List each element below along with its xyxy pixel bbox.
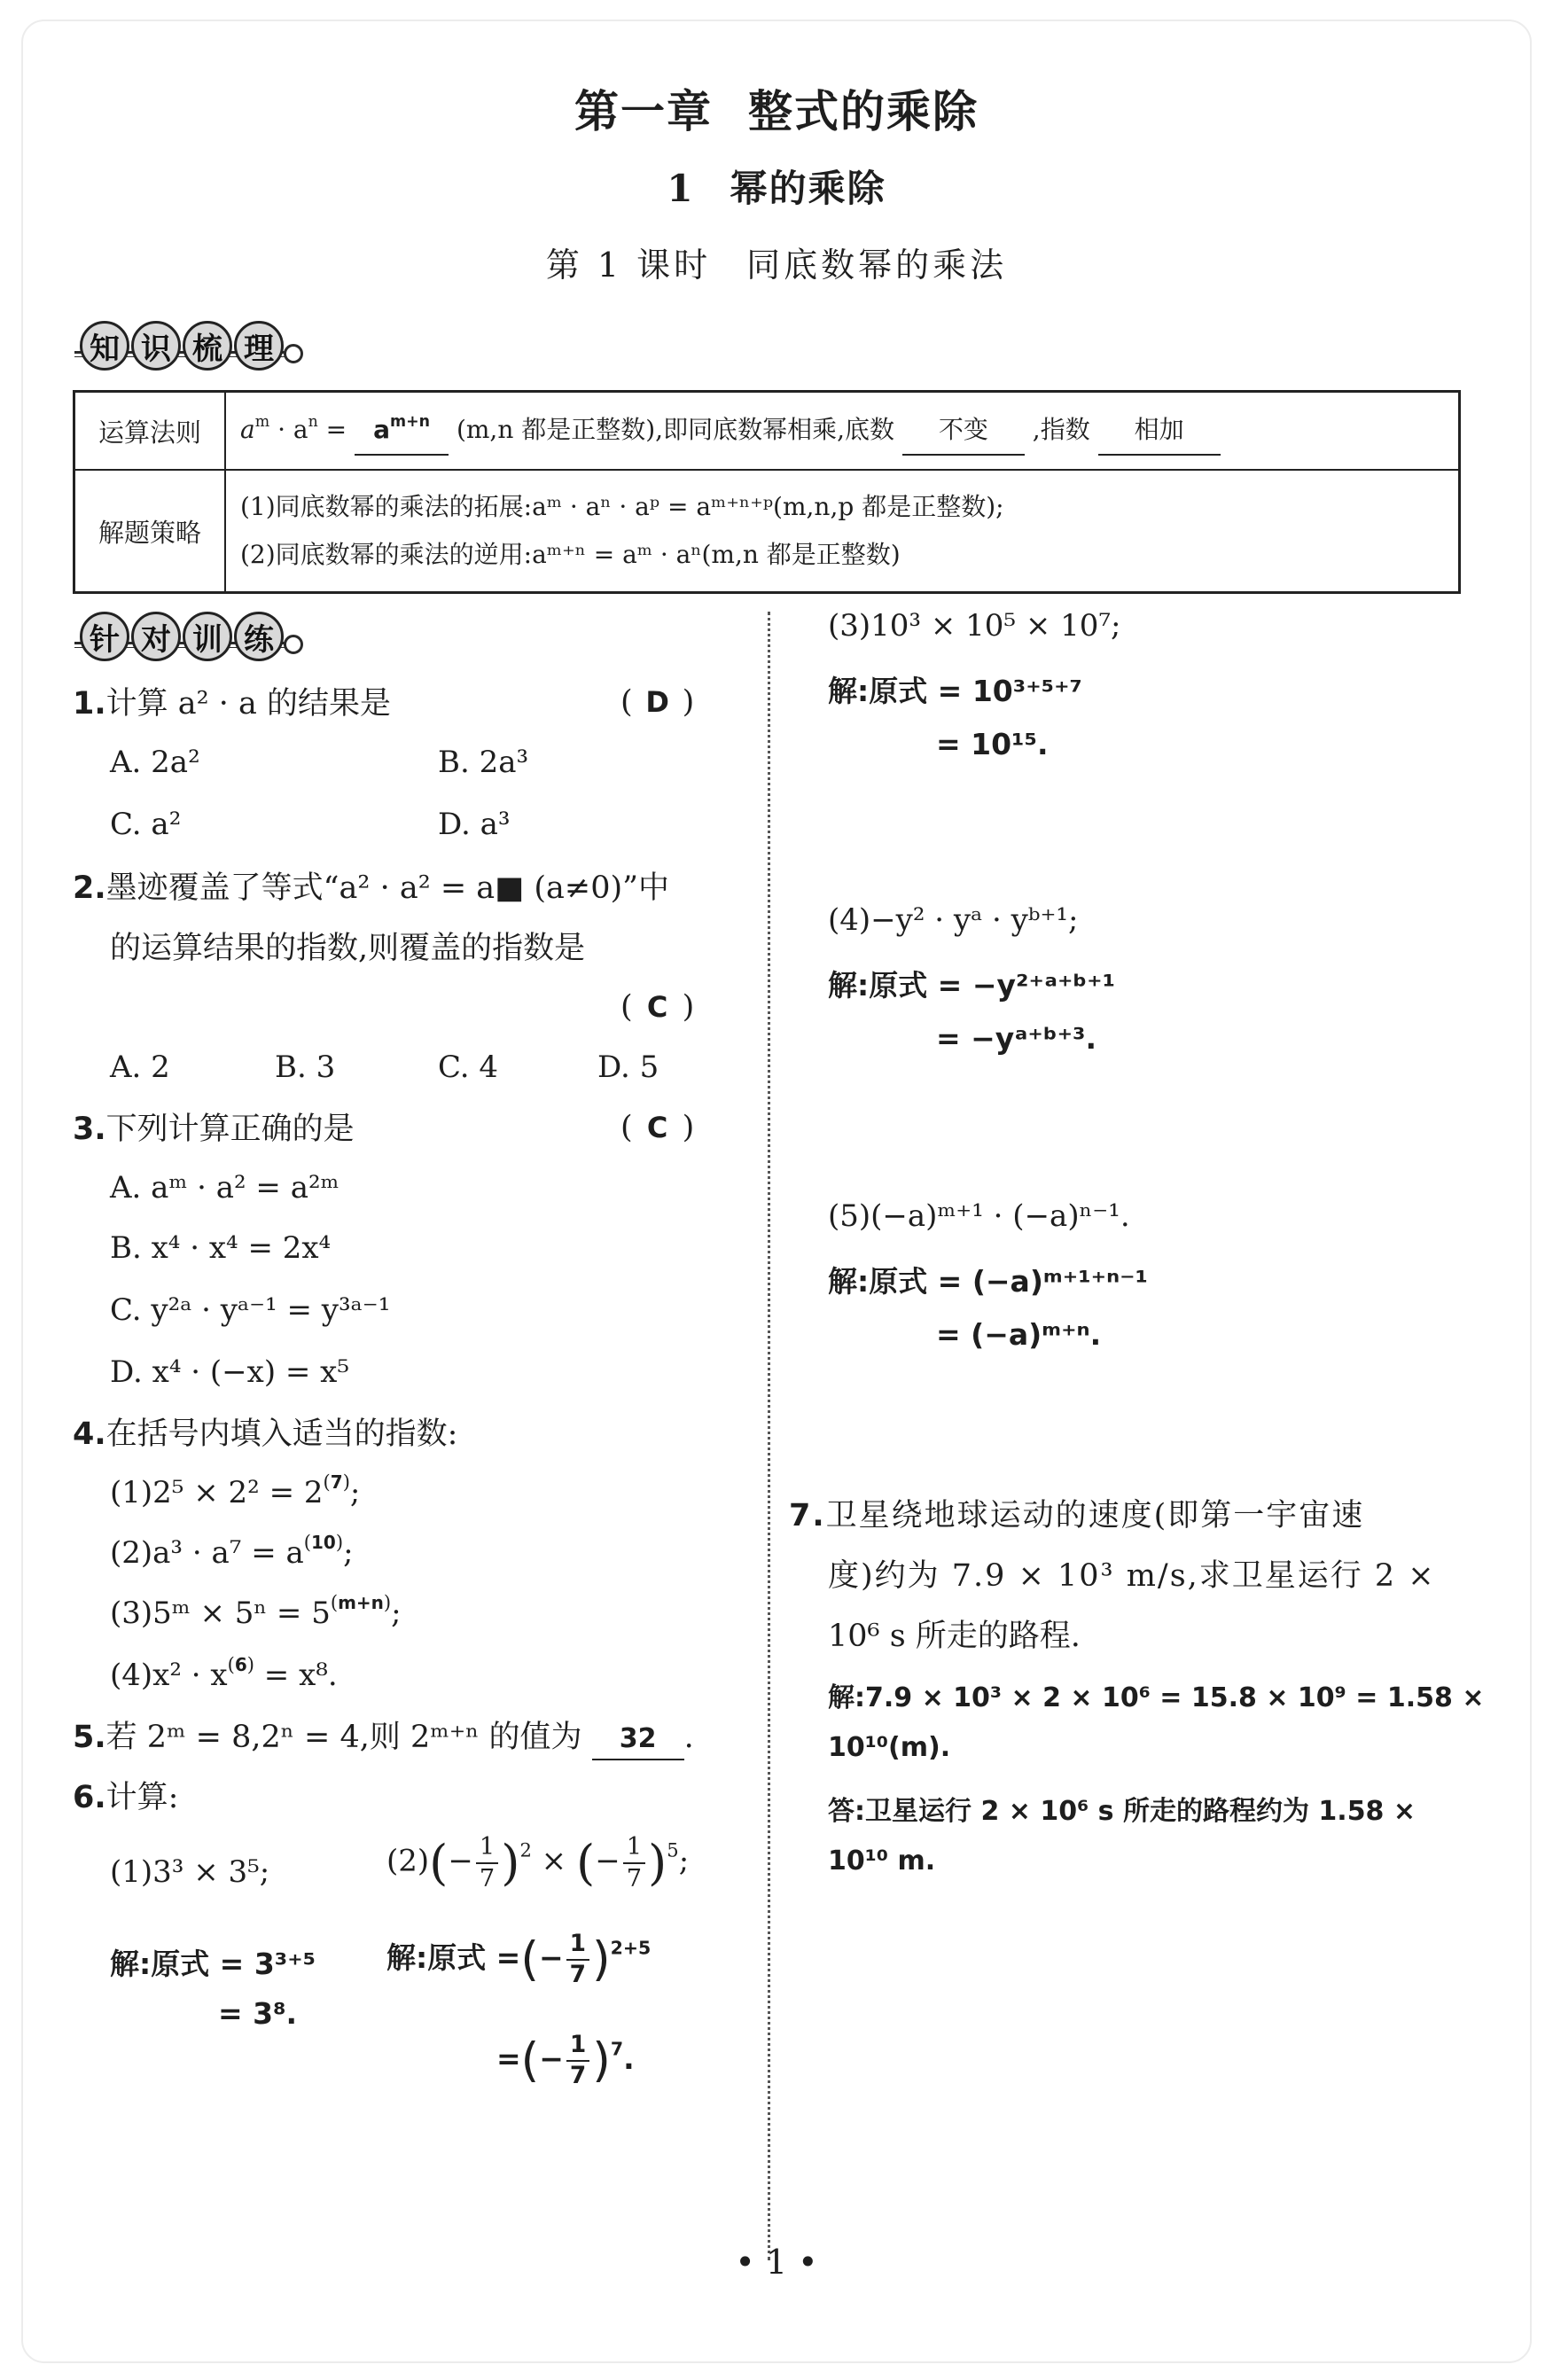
q3-answer: ( C ): [620, 1110, 695, 1145]
q6-part-1-solution-2: = 3⁸.: [218, 1996, 298, 2031]
q2-answer: ( C ): [620, 989, 695, 1025]
section-name: 幂的乘除: [730, 167, 886, 210]
knowledge-table: [73, 390, 1461, 594]
q6-part-2-solution-2: =(− $\frac{1}{7}$ )$^7$.: [496, 2031, 635, 2089]
q4-item-2: $(2)a^3 \cdot a^7 = a^{(10)}$;: [110, 1531, 354, 1571]
q6-part-5: (5)(−a)ᵐ⁺¹ · (−a)ⁿ⁻¹.: [828, 1198, 1130, 1234]
q6-part-4: (4)−y² · yᵃ · yᵇ⁺¹;: [828, 902, 1079, 938]
lesson-title: [0, 238, 1553, 286]
q3-option-a: A. aᵐ · a² = a²ᵐ: [110, 1170, 339, 1206]
knowledge-banner: [71, 321, 298, 374]
rule-blank-2: 不变: [902, 406, 1025, 456]
question-7-line2: 度)约为 7.9 × 10³ m/s,求卫星运行 2 ×: [828, 1558, 1436, 1594]
question-6: 6.计算:: [73, 1780, 179, 1815]
q3-option-d: D. x⁴ · (−x) = x⁵: [110, 1354, 349, 1390]
q4-item-4: $(4)x^2 \cdot x^{(6)} = x^8$.: [110, 1653, 338, 1693]
q1-option-b: B. 2a³: [438, 745, 529, 780]
banner-char: 梳: [183, 321, 232, 371]
q7-answer-1: 答:卫星运行 2 × 10⁶ s 所走的路程约为 1.58 ×: [828, 1796, 1416, 1827]
banner-char: 练: [234, 612, 284, 661]
page-number: • 1 •: [735, 2243, 818, 2282]
training-banner: [71, 612, 298, 665]
rule-content: $a^m \cdot a^n = a^{m+n}$ (m,n 都是正整数),即同底数幂相乘,底数 不变 ,指数 相加: [225, 392, 1460, 471]
q6-part-2-solution-1: 解:原式 =(− $\frac{1}{7}$ )$^{2+5}$: [386, 1930, 652, 1988]
banner-char: 知: [80, 321, 129, 371]
section-title: [0, 160, 1553, 213]
q6-part-4-solution-2: = −yᵃ⁺ᵇ⁺³.: [936, 1021, 1097, 1056]
rule-text-3: ,指数: [1032, 415, 1090, 444]
chapter-name: 整式的乘除: [748, 85, 979, 137]
q6-part-5-solution-2: = (−a)ᵐ⁺ⁿ.: [936, 1317, 1102, 1352]
question-1: 1.计算 a² · a 的结果是: [73, 686, 392, 722]
q6-part-3: (3)10³ × 10⁵ × 10⁷;: [828, 608, 1121, 644]
q2-option-b: B. 3: [275, 1050, 336, 1085]
q4-item-1: $(1)2^5 \times 2^2 = 2^{(7)}$;: [110, 1471, 361, 1510]
q6-part-3-solution-2: = 10¹⁵.: [936, 727, 1049, 761]
question-3: 3.下列计算正确的是: [73, 1112, 355, 1147]
lesson-number: 第 1 课时: [545, 246, 712, 285]
q2-option-c: C. 4: [438, 1050, 499, 1085]
banner-char: 对: [131, 612, 181, 661]
q6-part-3-solution-1: 解:原式 = 10³⁺⁵⁺⁷: [828, 674, 1082, 708]
banner-char: 训: [183, 612, 232, 661]
q6-part-5-solution-1: 解:原式 = (−a)ᵐ⁺¹⁺ⁿ⁻¹: [828, 1264, 1149, 1299]
banner-char: 识: [131, 321, 181, 371]
q4-item-3: (3)5ᵐ × $5^n = 5^{(m+n)}$;: [110, 1591, 402, 1631]
q6-part-1: (1)3³ × 3⁵;: [110, 1854, 270, 1890]
banner-char: 理: [234, 321, 284, 371]
chapter-title: [0, 76, 1553, 140]
rule-blank-3: 相加: [1098, 406, 1221, 456]
q1-option-a: A. 2a²: [110, 745, 200, 780]
column-divider: [768, 612, 770, 2260]
question-4: 4.在括号内填入适当的指数:: [73, 1416, 458, 1452]
q1-option-d: D. a³: [438, 807, 511, 842]
q6-part-1-solution-1: 解:原式 = 3³⁺⁵: [110, 1947, 316, 1981]
q3-option-b: B. x⁴ · x⁴ = 2x⁴: [110, 1230, 332, 1266]
question-2: 2.墨迹覆盖了等式“a² · a² = a■ (a≠0)”中: [73, 870, 670, 906]
q1-answer: ( D ): [620, 684, 695, 720]
q2-option-d: D. 5: [597, 1050, 659, 1085]
q7-solution-1: 解:7.9 × 10³ × 2 × 10⁶ = 15.8 × 10⁹ = 1.58 ×: [828, 1682, 1485, 1713]
rule-blank-1: $a^{m+n}$: [355, 406, 449, 456]
rule-text-2: (m,n 都是正整数),即同底数幂相乘,底数: [456, 415, 894, 444]
q6-part-2: (2)(− $\frac{1}{7}$ )$^2$ × (− $\frac{1}{7}$ )$^5$;: [386, 1833, 690, 1892]
q6-part-4-solution-1: 解:原式 = −y²⁺ᵃ⁺ᵇ⁺¹: [828, 968, 1116, 1003]
q2-option-a: A. 2: [110, 1050, 170, 1085]
strategy-content: [225, 470, 1460, 593]
question-2-line2: 的运算结果的指数,则覆盖的指数是: [110, 931, 586, 966]
strategy-line-2: (2)同底数幂的乘法的逆用:aᵐ⁺ⁿ = aᵐ · aⁿ(m,n 都是正整数): [240, 540, 901, 569]
section-number: 1: [667, 167, 695, 210]
chapter-number: 第一章: [574, 85, 713, 137]
q3-option-c: C. y²ᵃ · yᵃ⁻¹ = y³ᵃ⁻¹: [110, 1292, 391, 1328]
q5-answer-blank: 32: [592, 1720, 684, 1760]
question-7-line3: 10⁶ s 所走的路程.: [828, 1619, 1081, 1654]
banner-char: 针: [80, 612, 129, 661]
strategy-label: 解题策略: [74, 470, 226, 593]
q7-solution-2: 10¹⁰(m).: [828, 1732, 951, 1763]
q7-answer-2: 10¹⁰ m.: [828, 1845, 936, 1877]
question-7: 7.卫星绕地球运动的速度(即第一宇宙速: [789, 1498, 1365, 1533]
q1-option-c: C. a²: [110, 807, 182, 842]
lesson-name: 同底数幂的乘法: [746, 246, 1008, 285]
rule-label: 运算法则: [74, 392, 226, 471]
strategy-line-1: (1)同底数幂的乘法的拓展:aᵐ · aⁿ · aᵖ = aᵐ⁺ⁿ⁺ᵖ(m,n,p 都是正整数);: [240, 492, 1004, 521]
question-5: 5.若 2ᵐ = 8,2ⁿ = 4,则 2ᵐ⁺ⁿ 的值为 32 .: [73, 1718, 694, 1760]
